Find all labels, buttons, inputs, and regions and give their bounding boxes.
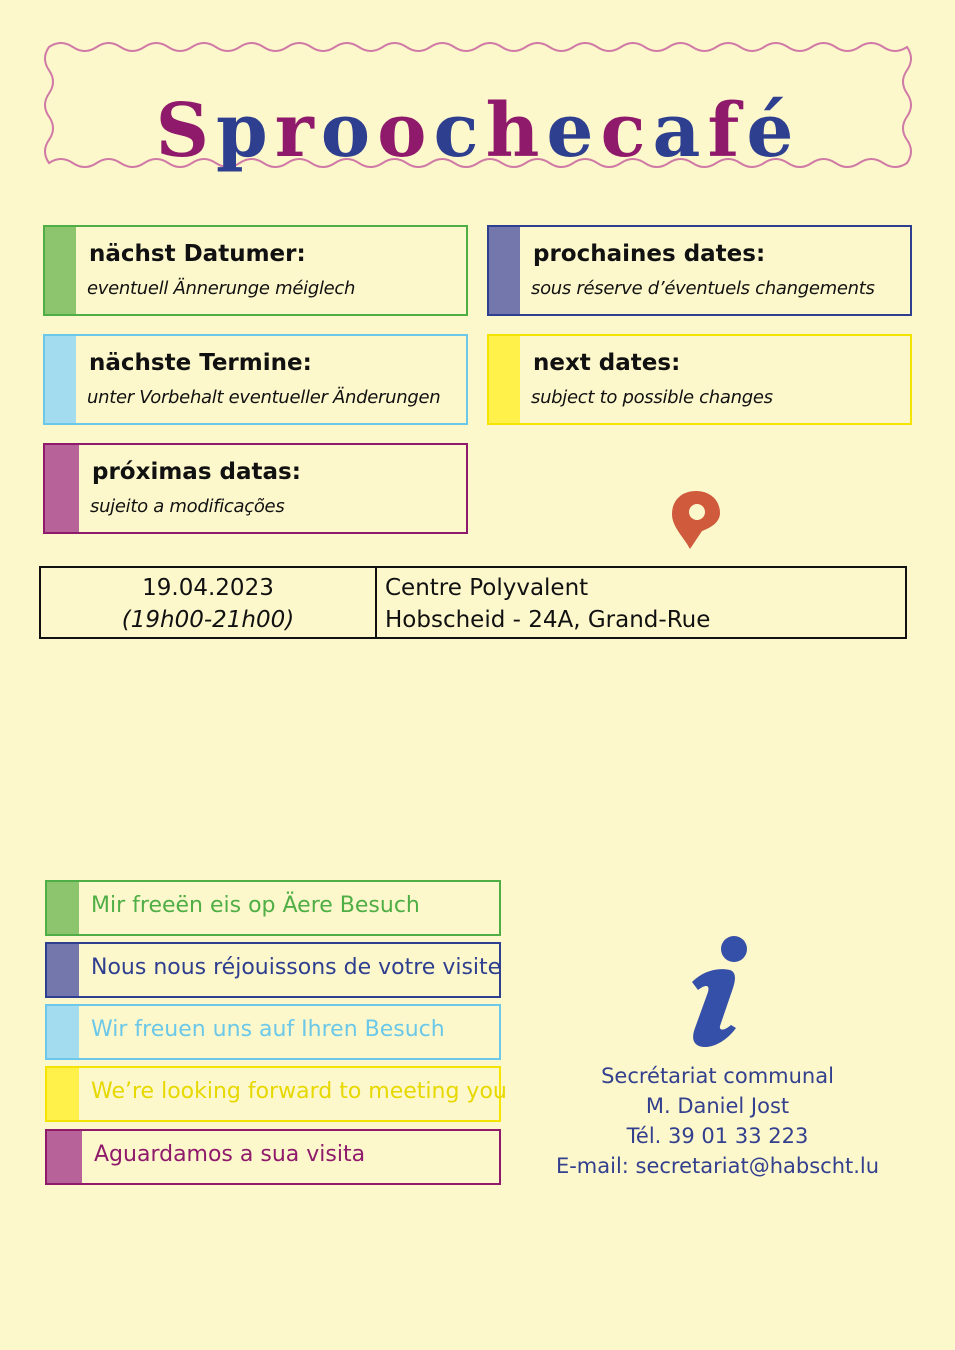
color-stripe [47,882,79,934]
notice-heading: prochaines dates: [533,241,766,267]
welcome-text: Wir freuen uns auf Ihren Besuch [91,1017,445,1042]
welcome-text: Mir freeën eis op Äere Besuch [91,893,420,918]
page-title: Sproochecafé [155,88,801,174]
contact-name: M. Daniel Jost [645,1094,790,1118]
welcome-bar-de [45,1004,501,1060]
contact-phone[interactable]: Tél. 39 01 33 223 [626,1124,809,1148]
date-notice-en [487,334,912,425]
info-icon [686,934,754,1050]
event-address: Hobscheid - 24A, Grand-Rue [385,607,711,633]
event-time: (19h00-21h00) [121,607,295,633]
notice-subtitle: sous réserve d’éventuels changements [531,278,875,299]
welcome-bar-fr [45,942,501,998]
event-table [39,566,907,639]
event-date-cell [41,568,377,637]
notice-subtitle: sujeito a modificações [90,496,285,517]
color-stripe [47,1006,79,1058]
color-stripe [45,445,79,532]
color-stripe [47,1131,82,1183]
color-stripe [47,1068,79,1120]
date-notice-de [43,334,468,425]
event-location-cell [377,568,905,637]
notice-heading: nächst Datumer: [89,241,306,267]
date-notice-fr [487,225,912,316]
welcome-bar-lb [45,880,501,936]
event-venue: Centre Polyvalent [385,575,589,601]
location-pin-icon [669,489,723,551]
title-banner [44,42,912,174]
event-date: 19.04.2023 [142,575,274,601]
notice-heading: next dates: [533,350,681,376]
notice-subtitle: eventuell Ännerunge méiglech [87,278,356,299]
color-stripe [489,336,520,423]
notice-heading: próximas datas: [92,459,301,485]
welcome-text: We’re looking forward to meeting you [91,1079,507,1104]
notice-subtitle: subject to possible changes [531,387,773,408]
date-notice-lb [43,225,468,316]
color-stripe [489,227,520,314]
welcome-bar-en [45,1066,507,1122]
contact-email[interactable]: E-mail: secretariat@habscht.lu [555,1154,880,1178]
notice-subtitle: unter Vorbehalt eventueller Änderungen [87,387,441,408]
welcome-bar-pt [45,1129,501,1185]
welcome-text: Aguardamos a sua visita [94,1142,366,1167]
color-stripe [45,336,76,423]
color-stripe [47,944,79,996]
date-notice-pt [43,443,468,534]
welcome-text: Nous nous réjouissons de votre visite [91,955,502,980]
notice-heading: nächste Termine: [89,350,312,376]
contact-office: Secrétariat communal [601,1064,834,1088]
contact-block [530,1061,905,1181]
color-stripe [45,227,76,314]
